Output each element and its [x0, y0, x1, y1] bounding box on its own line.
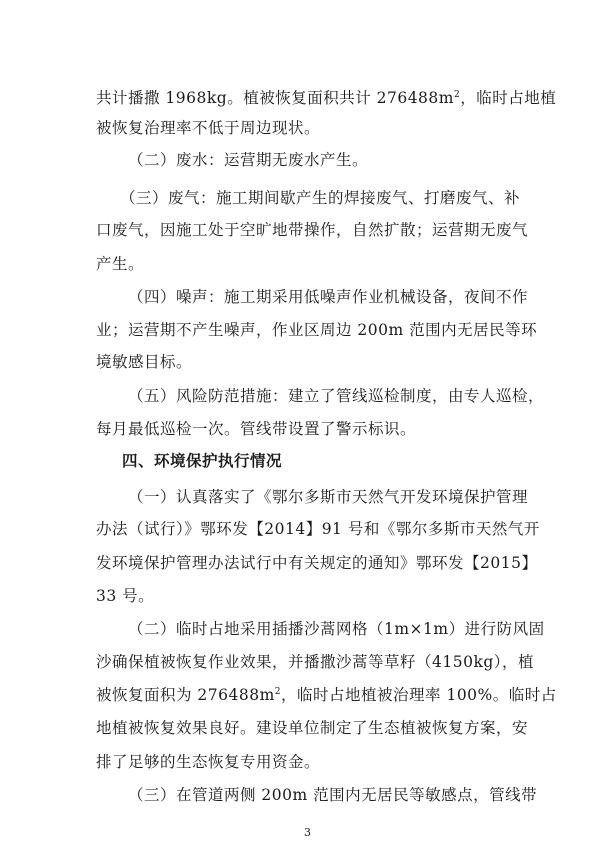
- text-line: 发环境保护管理办法试行中有关规定的通知》鄂环发【2015】: [96, 554, 538, 572]
- text-line: 被恢复面积为 $276488m^2$，临时占地植被治理率 100%。临时占: [96, 686, 557, 704]
- section-risk: （五）风险防范措施：建立了管线巡检制度，由专人巡检，: [128, 387, 545, 405]
- text-line: 每月最低巡检一次。管线带设置了警示标识。: [96, 420, 417, 438]
- text-line: （二）临时占地采用插播沙蒿网格（1m×1m）进行防风固: [128, 620, 545, 638]
- text-line: 排了足够的生态恢复专用资金。: [96, 753, 321, 771]
- text-line: 被恢复治理率不低于周边现状。: [96, 119, 321, 137]
- superscript: 2: [453, 89, 461, 100]
- page-number: 3: [304, 826, 311, 839]
- text-line: 办法（试行）》鄂环发【2014】91 号和《鄂尔多斯市天然气开: [96, 520, 540, 538]
- text-line: （一）认真落实了《鄂尔多斯市天然气开发环境保护管理: [128, 488, 529, 506]
- text-line: 33 号。: [96, 587, 155, 605]
- text-line: 地植被恢复效果良好。建设单位制定了生态植被恢复方案，安: [96, 719, 529, 737]
- section-noise: （四）噪声：施工期采用低噪声作业机械设备，夜间不作: [128, 288, 529, 306]
- text-line: 共计播撒 1968kg。植被恢复面积共计 $276488m^2$，临时占地植: [96, 89, 557, 107]
- text-line: 沙确保植被恢复作业效果，并播撒沙蒿等草籽（4150kg），植: [96, 653, 535, 671]
- text-line: 境敏感目标。: [96, 353, 193, 371]
- text-line: （三）在管道两侧 200m 范围内无居民等敏感点，管线带: [128, 786, 538, 804]
- superscript: 2: [274, 686, 282, 697]
- section-heading: 四、环境保护执行情况: [122, 452, 283, 470]
- text-line: 产生。: [96, 255, 145, 273]
- section-exhaust: （三）废气：施工期间歇产生的焊接废气、打磨废气、补: [120, 189, 521, 207]
- text-line: 业；运营期不产生噪声，作业区周边 200m 范围内无居民等环: [96, 321, 538, 339]
- section-wastewater: （二）废水：运营期无废水产生。: [128, 151, 369, 169]
- text-line: 口废气，因施工处于空旷地带操作，自然扩散；运营期无废气: [96, 221, 529, 239]
